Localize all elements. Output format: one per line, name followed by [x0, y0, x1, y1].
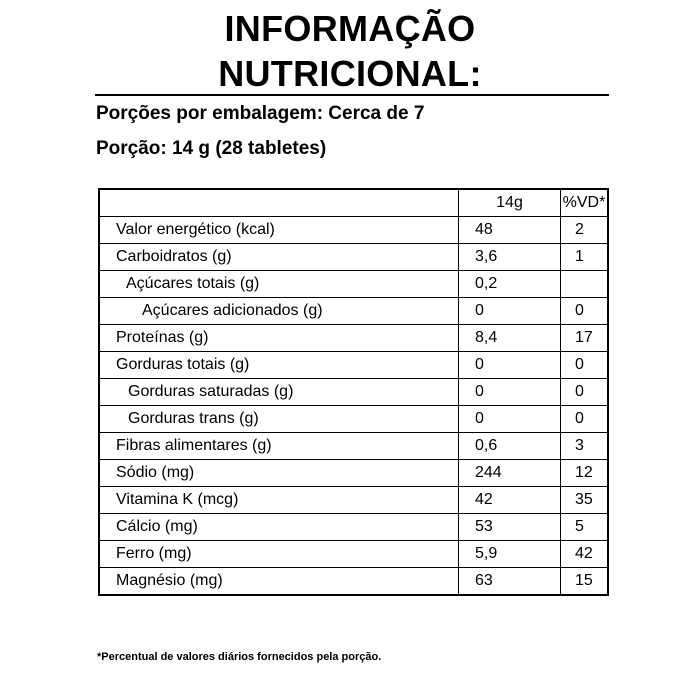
nutrient-daily-value: 0 [561, 298, 609, 325]
nutrition-table [98, 188, 609, 596]
table-row [99, 379, 608, 406]
nutrient-name: Açúcares adicionados (g) [99, 298, 459, 325]
table-row [99, 406, 608, 433]
nutrient-daily-value [561, 271, 609, 298]
nutrient-amount: 0 [459, 298, 561, 325]
table-row [99, 460, 608, 487]
nutrient-name: Fibras alimentares (g) [99, 433, 459, 460]
nutrient-amount: 5,9 [459, 541, 561, 568]
table-row [99, 244, 608, 271]
nutrient-daily-value: 17 [561, 325, 609, 352]
table-row [99, 514, 608, 541]
nutrient-daily-value: 5 [561, 514, 609, 541]
table-row [99, 271, 608, 298]
table-row [99, 433, 608, 460]
nutrient-daily-value: 0 [561, 352, 609, 379]
nutrient-daily-value: 3 [561, 433, 609, 460]
nutrient-daily-value: 12 [561, 460, 609, 487]
table-row [99, 217, 608, 244]
title-divider [95, 94, 609, 96]
nutrient-amount: 8,4 [459, 325, 561, 352]
nutrient-name: Gorduras totais (g) [99, 352, 459, 379]
portion-size: Porção: 14 g (28 tabletes) [96, 138, 327, 159]
nutrient-amount: 42 [459, 487, 561, 514]
nutrient-name: Gorduras saturadas (g) [99, 379, 459, 406]
table-row [99, 541, 608, 568]
header-daily-value: %VD* [561, 189, 609, 217]
servings-per-package: Porções por embalagem: Cerca de 7 [96, 103, 425, 124]
table-row [99, 298, 608, 325]
title-line-2: NUTRICIONAL: [218, 53, 482, 94]
title-line-1: INFORMAÇÃO [224, 8, 476, 49]
nutrient-name: Carboidratos (g) [99, 244, 459, 271]
nutrient-amount: 0,2 [459, 271, 561, 298]
nutrient-amount: 3,6 [459, 244, 561, 271]
nutrient-amount: 244 [459, 460, 561, 487]
nutrient-name: Sódio (mg) [99, 460, 459, 487]
nutrient-name: Ferro (mg) [99, 541, 459, 568]
nutrient-name: Cálcio (mg) [99, 514, 459, 541]
nutrient-daily-value: 35 [561, 487, 609, 514]
nutrient-name: Valor energético (kcal) [99, 217, 459, 244]
table-row [99, 352, 608, 379]
nutrient-daily-value: 2 [561, 217, 609, 244]
header-amount: 14g [459, 189, 561, 217]
header-nutrient [99, 189, 459, 217]
footnote: *Percentual de valores diários fornecidos pela porção. [97, 651, 382, 663]
nutrient-daily-value: 0 [561, 406, 609, 433]
nutrient-name: Vitamina K (mcg) [99, 487, 459, 514]
page-title [0, 6, 700, 96]
nutrient-name: Açúcares totais (g) [99, 271, 459, 298]
nutrient-amount: 48 [459, 217, 561, 244]
nutrient-amount: 0 [459, 406, 561, 433]
table-row [99, 487, 608, 514]
nutrient-daily-value: 1 [561, 244, 609, 271]
nutrient-name: Proteínas (g) [99, 325, 459, 352]
table-header-row [99, 189, 608, 217]
nutrient-amount: 53 [459, 514, 561, 541]
nutrient-daily-value: 42 [561, 541, 609, 568]
nutrient-amount: 63 [459, 568, 561, 596]
nutrient-name: Magnésio (mg) [116, 572, 223, 589]
nutrient-amount: 0,6 [459, 433, 561, 460]
table-row [99, 325, 608, 352]
nutrient-name: Gorduras trans (g) [99, 406, 459, 433]
nutrient-amount: 0 [459, 379, 561, 406]
nutrient-daily-value: 15 [561, 568, 609, 596]
nutrient-daily-value: 0 [561, 379, 609, 406]
nutrient-amount: 0 [459, 352, 561, 379]
table-row [99, 568, 608, 596]
